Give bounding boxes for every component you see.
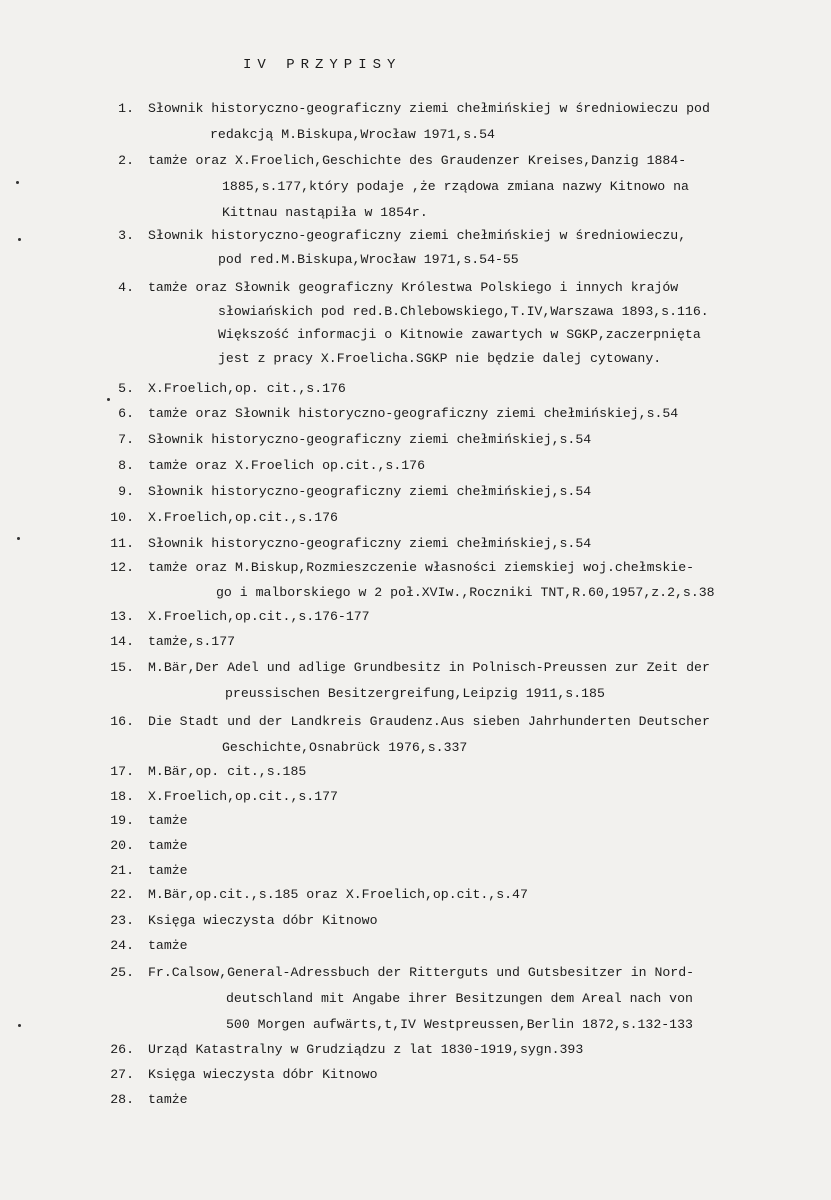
footnote-number: 5. (118, 381, 134, 396)
footnote-text-continuation: Kittnau nastąpiła w 1854r. (222, 205, 428, 220)
footnote-text-continuation: redakcją M.Biskupa,Wrocław 1971,s.54 (210, 127, 495, 142)
footnote-text: X.Froelich,op.cit.,s.177 (148, 789, 338, 804)
footnote-text: X.Froelich,op.cit.,s.176-177 (148, 609, 370, 624)
footnote-text: Słownik historyczno-geograficzny ziemi chełmińskiej,s.54 (148, 536, 592, 551)
footnote-number: 17. (110, 764, 134, 779)
footnote-number: 28. (110, 1092, 134, 1107)
footnote-number: 13. (110, 609, 134, 624)
footnote-text-continuation: Geschichte,Osnabrück 1976,s.337 (222, 740, 468, 755)
margin-dot (18, 1024, 21, 1027)
footnote-number: 24. (110, 938, 134, 953)
footnote-text: tamże oraz Słownik geograficzny Królestwa Polskiego i innych krajów (148, 280, 679, 295)
margin-dot (16, 181, 19, 184)
margin-dot (17, 537, 20, 540)
footnote-text: M.Bär,op. cit.,s.185 (148, 764, 307, 779)
footnote-number: 22. (110, 887, 134, 902)
footnote-text-continuation: 500 Morgen aufwärts,t,IV Westpreussen,Berlin 1872,s.132-133 (226, 1017, 693, 1032)
footnote-text: X.Froelich,op.cit.,s.176 (148, 510, 338, 525)
footnote-text: tamże (148, 863, 188, 878)
footnote-number: 1. (118, 101, 134, 116)
footnote-text: M.Bär,Der Adel und adlige Grundbesitz in Polnisch-Preussen zur Zeit der (148, 660, 710, 675)
margin-dot (18, 238, 21, 241)
footnote-text: Słownik historyczno-geograficzny ziemi chełmińskiej w średniowieczu pod (148, 101, 710, 116)
footnote-number: 23. (110, 913, 134, 928)
margin-dot (107, 398, 110, 401)
footnote-text: tamże (148, 938, 188, 953)
footnote-text: Słownik historyczno-geograficzny ziemi chełmińskiej,s.54 (148, 484, 592, 499)
footnote-text: tamże (148, 1092, 188, 1107)
footnote-text: tamże oraz X.Froelich,Geschichte des Graudenzer Kreises,Danzig 1884- (148, 153, 687, 168)
footnote-number: 14. (110, 634, 134, 649)
footnote-text: Księga wieczysta dóbr Kitnowo (148, 913, 378, 928)
footnote-text: tamże oraz M.Biskup,Rozmieszczenie własności ziemskiej woj.chełmskie- (148, 560, 695, 575)
footnote-number: 15. (110, 660, 134, 675)
footnote-text-continuation: jest z pracy X.Froelicha.SGKP nie będzie dalej cytowany. (218, 350, 662, 366)
footnote-number: 8. (118, 458, 134, 473)
footnote-text-continuation: 1885,s.177,który podaje ,że rządowa zmiana nazwy Kitnowo na (222, 179, 689, 194)
footnote-text: Słownik historyczno-geograficzny ziemi chełmińskiej w średniowieczu, (148, 228, 687, 243)
footnote-number: 11. (110, 536, 134, 551)
footnote-number: 2. (118, 153, 134, 168)
footnote-text: tamże (148, 813, 188, 828)
footnote-number: 21. (110, 863, 134, 878)
footnote-number: 7. (118, 432, 134, 447)
footnote-number: 19. (110, 813, 134, 828)
footnote-text: Księga wieczysta dóbr Kitnowo (148, 1067, 378, 1082)
footnote-text: Fr.Calsow,General-Adressbuch der Ritterguts und Gutsbesitzer in Nord- (148, 965, 695, 980)
footnote-number: 4. (118, 280, 134, 295)
footnote-text: X.Froelich,op. cit.,s.176 (148, 381, 346, 396)
footnote-text-continuation: słowiańskich pod red.B.Chlebowskiego,T.IV,Warszawa 1893,s.116. (218, 303, 709, 319)
footnote-text-continuation: Większość informacji o Kitnowie zawartych w SGKP,zaczerpnięta (218, 327, 701, 342)
footnote-number: 18. (110, 789, 134, 804)
footnote-number: 16. (110, 714, 134, 729)
page-title: IV PRZYPISY (243, 57, 402, 73)
footnote-text: tamże oraz Słownik historyczno-geograficzny ziemi chełmińskiej,s.54 (148, 406, 679, 421)
footnote-number: 12. (110, 560, 134, 575)
footnote-number: 27. (110, 1067, 134, 1082)
footnote-text: tamże,s.177 (148, 634, 236, 649)
footnote-text: Die Stadt und der Landkreis Graudenz.Aus sieben Jahrhunderten Deutscher (148, 714, 710, 729)
footnote-text-continuation: pod red.M.Biskupa,Wrocław 1971,s.54-55 (218, 252, 519, 267)
footnote-text: Słownik historyczno-geograficzny ziemi chełmińskiej,s.54 (148, 432, 592, 447)
footnote-number: 26. (110, 1042, 134, 1057)
footnote-number: 3. (118, 228, 134, 243)
footnote-number: 25. (110, 965, 134, 980)
footnote-number: 6. (118, 406, 134, 421)
footnote-text: tamże oraz X.Froelich op.cit.,s.176 (148, 458, 425, 473)
footnote-text: Urząd Katastralny w Grudziądzu z lat 1830-1919,sygn.393 (148, 1042, 584, 1057)
footnote-text-continuation: go i malborskiego w 2 poł.XVIw.,Roczniki TNT,R.60,1957,z.2,s.38 (216, 585, 715, 600)
footnote-number: 20. (110, 838, 134, 853)
footnote-text-continuation: preussischen Besitzergreifung,Leipzig 1911,s.185 (225, 686, 605, 701)
footnote-text: tamże (148, 838, 188, 853)
footnote-number: 10. (110, 510, 134, 525)
footnote-text-continuation: deutschland mit Angabe ihrer Besitzungen dem Areal nach von (226, 991, 693, 1006)
footnote-number: 9. (118, 484, 134, 499)
footnote-text: M.Bär,op.cit.,s.185 oraz X.Froelich,op.cit.,s.47 (148, 887, 528, 902)
